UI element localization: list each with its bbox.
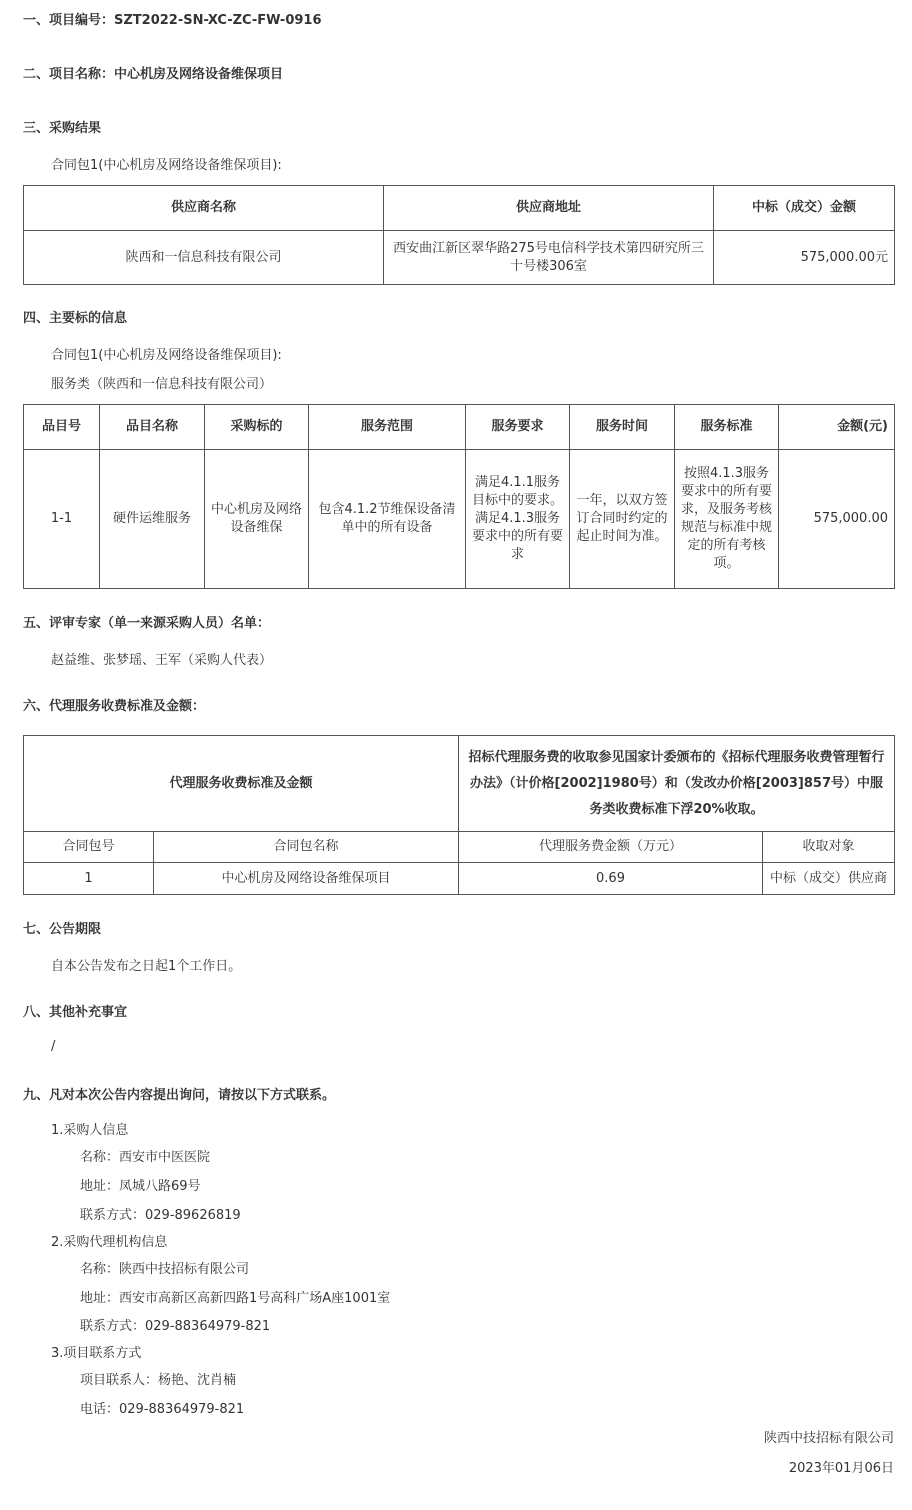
- package-name: 中心机房及网络设备维保项目: [154, 863, 459, 895]
- package-no-header: 合同包号: [24, 832, 154, 863]
- award-amount-header: 中标（成交）金额: [714, 186, 895, 231]
- section-agency-fee-title: 六、代理服务收费标准及金额：: [23, 699, 206, 714]
- project-contact-phone: 电话：029-88364979-821: [80, 1402, 245, 1417]
- buyer-name: 名称：西安市中医医院: [80, 1150, 211, 1165]
- service-requirement-header: 服务要求: [466, 405, 570, 450]
- item-no: 1-1: [24, 450, 100, 589]
- buyer-info-title: 1.采购人信息: [51, 1123, 129, 1138]
- buyer-phone: 联系方式：029-89626819: [80, 1208, 241, 1223]
- project-name-label: 二、项目名称：: [23, 67, 115, 82]
- section-period-title: 七、公告期限: [23, 922, 102, 937]
- service-scope: 包含4.1.2节维保设备清单中的所有设备: [309, 450, 466, 589]
- item-name-header: 品目名称: [100, 405, 205, 450]
- award-amount: 575,000.00元: [714, 231, 895, 285]
- table-row: [24, 450, 895, 589]
- project-contact-person: 项目联系人：杨艳、沈肖楠: [80, 1373, 237, 1388]
- project-number-label: 一、项目编号：: [23, 13, 115, 28]
- service-standard: 按照4.1.3服务要求中的所有要求，及服务考核规范与标准中规定的所有考核项。: [675, 450, 779, 589]
- item-name: 硬件运维服务: [100, 450, 205, 589]
- fee-payer: 中标（成交）供应商: [763, 863, 895, 895]
- service-category: 服务类（陕西和一信息科技有限公司）: [51, 377, 273, 392]
- supplier-name: 陕西和一信息科技有限公司: [24, 231, 384, 285]
- agent-phone: 联系方式：029-88364979-821: [80, 1319, 271, 1334]
- subject-header: 采购标的: [205, 405, 309, 450]
- contract-package-label: 合同包1(中心机房及网络设备维保项目):: [51, 158, 282, 173]
- fee-standard-description: 招标代理服务费的收取参见国家计委颁布的《招标代理服务收费管理暂行办法》（计价格[2002]1980号）和（发改办价格[2003]857号）中服务类收费标准下浮20%收取。: [459, 736, 895, 832]
- footer-company: 陕西中技招标有限公司: [763, 1431, 894, 1446]
- fee-amount-header: 代理服务费金额（万元）: [459, 832, 763, 863]
- supplier-address-header: 供应商地址: [384, 186, 714, 231]
- project-name-line: [23, 63, 283, 82]
- package-no: 1: [24, 863, 154, 895]
- contract-package-label-2: 合同包1(中心机房及网络设备维保项目):: [51, 348, 282, 363]
- table-row: [24, 863, 895, 895]
- project-contact-title: 3.项目联系方式: [51, 1346, 142, 1361]
- section-experts-title: 五、评审专家（单一来源采购人员）名单：: [23, 616, 271, 631]
- period-text: 自本公告发布之日起1个工作日。: [51, 959, 242, 974]
- subject-table: [23, 404, 895, 589]
- table-row: [24, 231, 895, 285]
- agent-address: 地址：西安市高新区高新四路1号高科广场A座1001室: [80, 1291, 391, 1306]
- section-other-title: 八、其他补充事宜: [23, 1005, 128, 1020]
- subject: 中心机房及网络设备维保: [205, 450, 309, 589]
- package-name-header: 合同包名称: [154, 832, 459, 863]
- section-main-subject-title: 四、主要标的信息: [23, 311, 128, 326]
- project-number-line: [23, 9, 322, 28]
- item-no-header: 品目号: [24, 405, 100, 450]
- buyer-address: 地址：凤城八路69号: [80, 1179, 201, 1194]
- supplier-table: [23, 185, 895, 285]
- fee-payer-header: 收取对象: [763, 832, 895, 863]
- agent-info-title: 2.采购代理机构信息: [51, 1235, 168, 1250]
- other-text: /: [51, 1039, 56, 1054]
- agent-name: 名称：陕西中技招标有限公司: [80, 1262, 250, 1277]
- experts-names: 赵益维、张梦瑶、王军（采购人代表）: [51, 653, 273, 668]
- project-name-value: 中心机房及网络设备维保项目: [114, 67, 284, 82]
- supplier-address: 西安曲江新区翠华路275号电信科学技术第四研究所三十号楼306室: [384, 231, 714, 285]
- service-time-header: 服务时间: [570, 405, 675, 450]
- section-procurement-result-title: 三、采购结果: [23, 121, 102, 136]
- supplier-name-header: 供应商名称: [24, 186, 384, 231]
- service-standard-header: 服务标准: [675, 405, 779, 450]
- amount: 575,000.00: [779, 450, 895, 589]
- footer-date: 2023年01月06日: [788, 1461, 894, 1476]
- fee-amount: 0.69: [459, 863, 763, 895]
- amount-header: 金额(元): [779, 405, 895, 450]
- service-scope-header: 服务范围: [309, 405, 466, 450]
- service-time: 一年，以双方签订合同时约定的起止时间为准。: [570, 450, 675, 589]
- agency-fee-table: [23, 735, 895, 895]
- service-requirement: 满足4.1.1服务目标中的要求。满足4.1.3服务要求中的所有要求: [466, 450, 570, 589]
- project-number-value: SZT2022-SN-XC-ZC-FW-0916: [114, 13, 322, 28]
- fee-standard-header: 代理服务收费标准及金额: [24, 736, 459, 832]
- section-contact-title: 九、凡对本次公告内容提出询问，请按以下方式联系。: [23, 1088, 336, 1103]
